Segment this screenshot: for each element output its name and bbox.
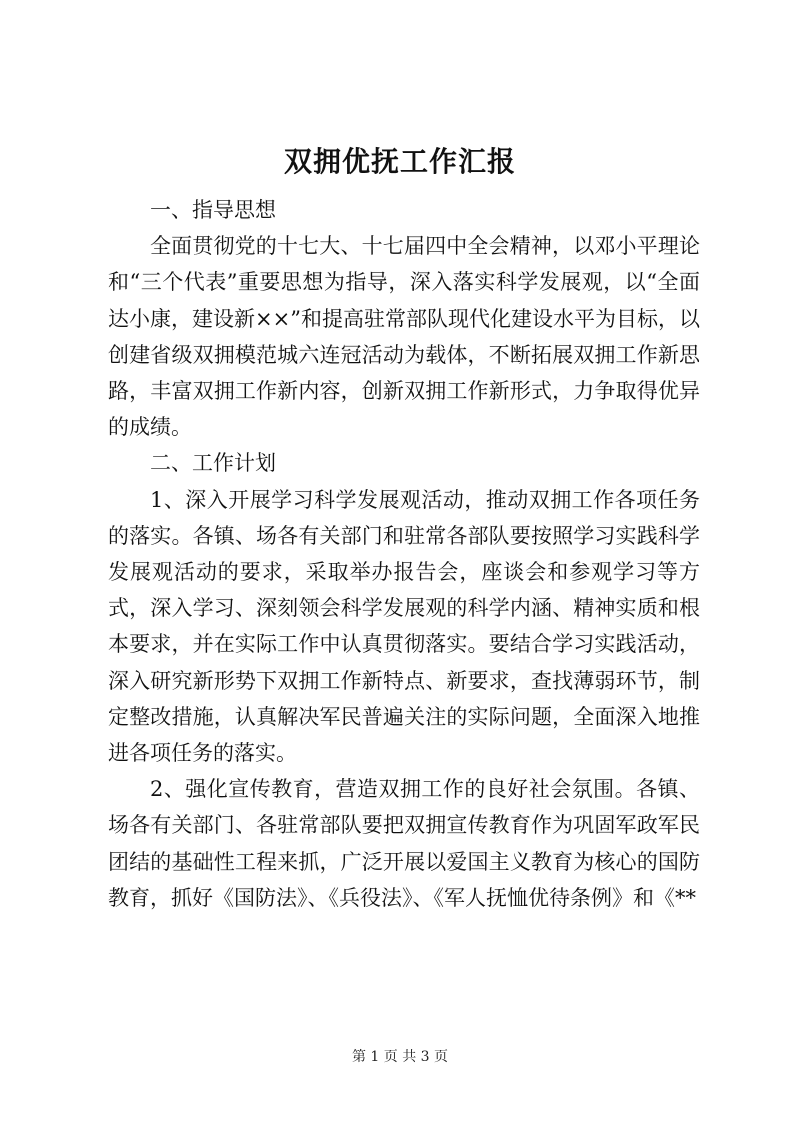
paragraph-guiding-ideology: 全面贯彻党的十七大、十七届四中全会精神，以邓小平理论和“三个代表”重要思想为指导，深入落实科学发展观，以“全面达小康，建设新××”和提高驻常部队现代化建设水平为目标，以创建省级双拥模范城六连冠活动为载体，不断拓展双拥工作新思路，丰富双拥工作新内容，创新双拥工作新形式，力争取得优异的成绩。: [108, 234, 700, 440]
paragraph-work-plan-item-2: 2、强化宣传教育，营造双拥工作的良好社会氛围。各镇、场各有关部门、各驻常部队要把双拥宣传教育作为巩固军政军民团结的基础性工程来抓，广泛开展以爱国主义教育为核心的国防教育，抓好《国防法》、《兵役法》、《军人抚恤优待条例》和《**: [108, 777, 700, 910]
section-heading-guiding-ideology: 一、指导思想: [150, 198, 276, 222]
document-title: 双拥优抚工作汇报: [283, 145, 516, 178]
paragraph-work-plan-item-1: 1、深入开展学习科学发展观活动，推动双拥工作各项任务的落实。各镇、场各有关部门和驻常各部队要按照学习实践科学发展观活动的要求，采取举办报告会，座谈会和参观学习等方式，深入学习、深刻领会科学发展观的科学内涵、精神实质和根本要求，并在实际工作中认真贯彻落实。要结合学习实践活动，深入研究新形势下双拥工作新特点、新要求，查找薄弱环节，制定整改措施，认真解决军民普遍关注的实际问题，全面深入地推进各项任务的落实。: [108, 487, 700, 766]
page-footer: 第 1 页 共 3 页: [351, 1049, 449, 1065]
section-heading-work-plan: 二、工作计划: [150, 451, 276, 476]
document-body: [108, 192, 700, 916]
